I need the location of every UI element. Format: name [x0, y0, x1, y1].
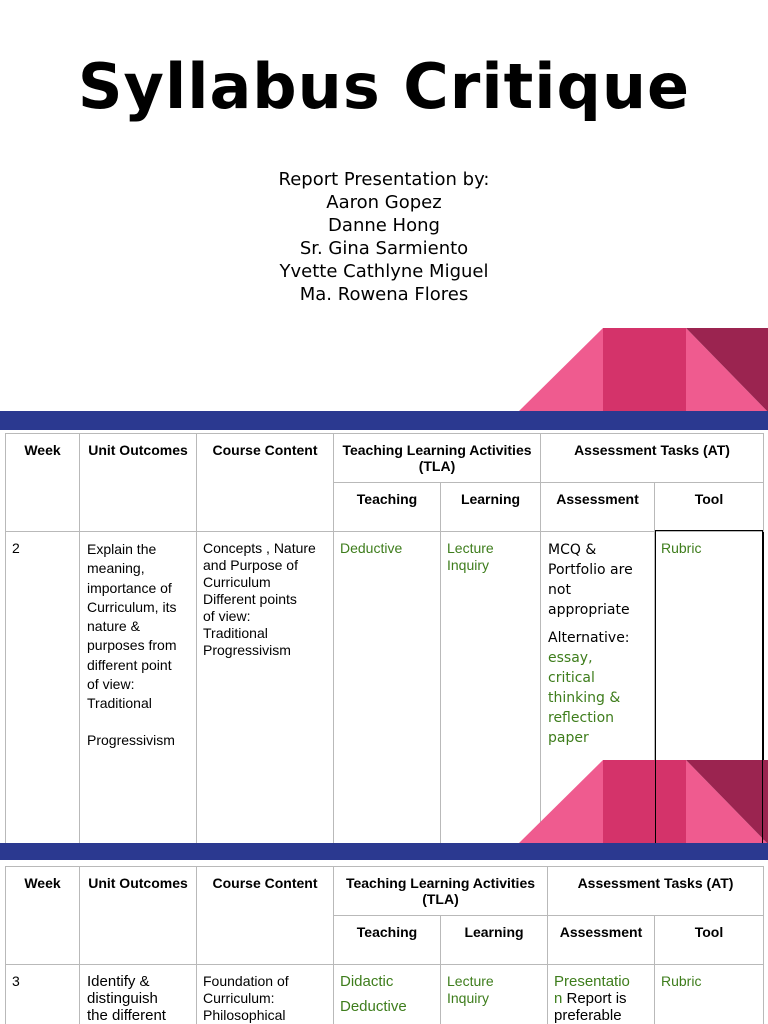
cell-learning: Lecture Inquiry: [441, 532, 541, 848]
cell-week: 2: [6, 532, 80, 848]
corner-decoration: [518, 328, 768, 412]
header-teaching: Teaching: [334, 483, 441, 532]
corner-decoration: [518, 760, 768, 844]
presenter-name: Yvette Cathlyne Miguel: [279, 261, 489, 282]
presented-by-label: Report Presentation by:: [278, 169, 490, 190]
deco-light-triangle: [518, 760, 603, 844]
presenter-name: Ma. Rowena Flores: [299, 284, 469, 305]
blue-bar: [0, 843, 768, 860]
cell-unit-outcome: Explain the meaning, importance of Curriculum, its nature & purposes from different point of view: Traditional Progressivism: [80, 532, 197, 848]
presenter-name: Danne Hong: [328, 215, 440, 236]
cell-teaching: Didactic Deductive: [334, 965, 441, 1024]
header-at: Assessment Tasks (AT): [541, 434, 764, 483]
cell-course-content: Concepts , Nature and Purpose of Curriculum Different points of view: Traditional Progressivism: [197, 532, 334, 848]
header-learning: Learning: [441, 483, 541, 532]
cell-teaching: Deductive: [334, 532, 441, 848]
presenter-name: Sr. Gina Sarmiento: [299, 238, 469, 259]
syllabus-table-slide-week-2: [0, 430, 768, 860]
cell-learning: Lecture Inquiry: [441, 965, 548, 1024]
header-learning: Learning: [441, 916, 548, 965]
syllabus-table-slide-week-3: [0, 860, 768, 1024]
cell-course-content: Foundation of Curriculum: Philosophical: [197, 965, 334, 1024]
header-course-content: Course Content: [197, 434, 334, 532]
header-week: Week: [6, 867, 80, 965]
cell-tool: Rubric: [655, 532, 764, 848]
blue-bar: [0, 411, 768, 430]
slide-title: Syllabus Critique: [77, 50, 691, 123]
deco-mid-block: [603, 328, 686, 412]
cell-unit-outcome: Identify & distinguish the different: [80, 965, 197, 1024]
presenters-block: [0, 168, 768, 306]
header-week: Week: [6, 434, 80, 532]
deco-mid-block: [603, 760, 686, 844]
cell-assessment: Presentatio n Report is preferable: [548, 965, 655, 1024]
header-tla: Teaching Learning Activities (TLA): [334, 867, 548, 916]
header-course-content: Course Content: [197, 867, 334, 965]
header-teaching: Teaching: [334, 916, 441, 965]
header-assessment: Assessment: [548, 916, 655, 965]
cell-week: 3: [6, 965, 80, 1024]
header-assessment: Assessment: [541, 483, 655, 532]
header-unit-outcomes: Unit Outcomes: [80, 434, 197, 532]
table-row: [6, 965, 764, 1024]
header-tla: Teaching Learning Activities (TLA): [334, 434, 541, 483]
cell-tool: Rubric: [655, 965, 764, 1024]
deco-light-triangle: [518, 328, 603, 412]
cell-assessment: MCQ & Portfolio are not appropriate Alternative: essay, critical thinking & reflection paper: [541, 532, 655, 848]
header-tool: Tool: [655, 483, 764, 532]
header-unit-outcomes: Unit Outcomes: [80, 867, 197, 965]
presenter-name: Aaron Gopez: [326, 192, 442, 213]
title-slide: [0, 0, 768, 430]
header-tool: Tool: [655, 916, 764, 965]
header-at: Assessment Tasks (AT): [548, 867, 764, 916]
syllabus-table: [5, 866, 764, 1024]
